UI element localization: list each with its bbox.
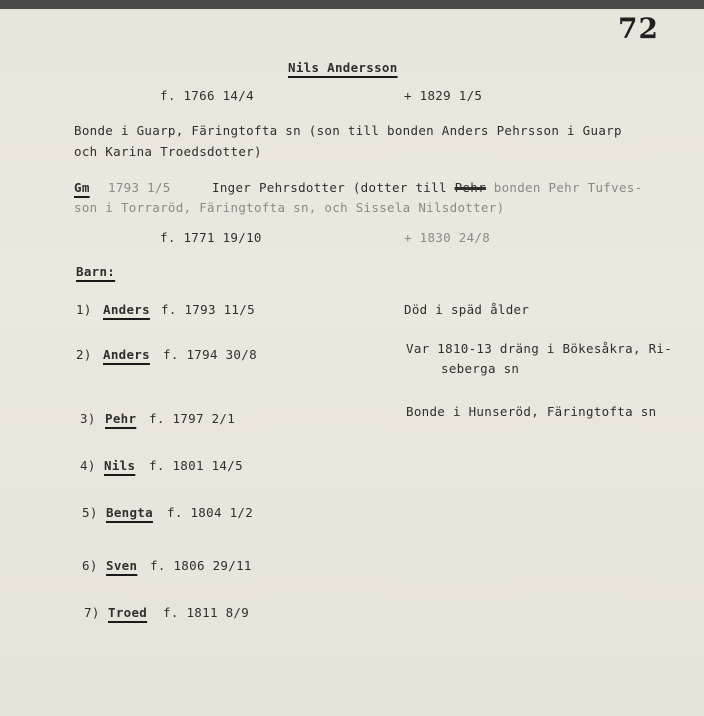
- child-birth: f. 1801 14/5: [149, 458, 243, 473]
- child-birth: f. 1806 29/11: [150, 558, 252, 573]
- spouse-text-end: bonden Pehr Tufves-: [493, 180, 643, 195]
- child-name: Pehr: [105, 411, 137, 426]
- birth-date: f. 1766 14/4: [160, 88, 254, 103]
- top-border: [0, 0, 704, 9]
- child-name: Bengta: [106, 505, 153, 520]
- children-heading: Barn:: [76, 264, 116, 279]
- spouse-text: Inger Pehrsdotter (dotter till: [212, 180, 447, 195]
- child-number: 3): [80, 411, 96, 426]
- child-number: 2): [76, 347, 92, 362]
- child-name: Anders: [103, 347, 150, 362]
- child-birth: f. 1794 30/8: [163, 347, 257, 362]
- spouse-death-date: + 1830 24/8: [404, 230, 491, 245]
- bio-line-1: Bonde i Guarp, Färingtofta sn (son till bonden Anders Pehrsson i Guarp: [74, 123, 622, 138]
- struck-word: Pehr: [454, 180, 486, 195]
- child-note: Död i späd ålder: [404, 302, 530, 317]
- child-name: Troed: [108, 605, 148, 620]
- bio-line-2: och Karina Troedsdotter): [74, 144, 262, 159]
- child-name: Sven: [106, 558, 138, 573]
- marriage-label: Gm: [74, 180, 90, 195]
- child-number: 4): [80, 458, 96, 473]
- marriage-date: 1793 1/5: [108, 180, 171, 195]
- child-birth: f. 1804 1/2: [167, 505, 254, 520]
- page-number: 72: [618, 12, 659, 45]
- spouse-birth-date: f. 1771 19/10: [160, 230, 262, 245]
- child-birth: f. 1811 8/9: [163, 605, 250, 620]
- child-note: Bonde i Hunseröd, Färingtofta sn: [406, 404, 657, 419]
- spouse-line-1: [212, 181, 642, 195]
- child-number: 5): [82, 505, 98, 520]
- spouse-line-2: son i Torraröd, Färingtofta sn, och Sissela Nilsdotter): [74, 200, 505, 215]
- page-title: Nils Andersson: [288, 60, 398, 75]
- child-note: Var 1810-13 dräng i Bökesåkra, Ri-: [406, 341, 673, 356]
- child-note-cont: seberga sn: [441, 361, 520, 376]
- child-birth: f. 1793 11/5: [161, 302, 255, 317]
- document-page: [0, 9, 704, 716]
- child-number: 1): [76, 302, 92, 317]
- child-name: Anders: [103, 302, 150, 317]
- child-number: 6): [82, 558, 98, 573]
- child-name: Nils: [104, 458, 136, 473]
- child-number: 7): [84, 605, 100, 620]
- child-birth: f. 1797 2/1: [149, 411, 236, 426]
- death-date: + 1829 1/5: [404, 88, 483, 103]
